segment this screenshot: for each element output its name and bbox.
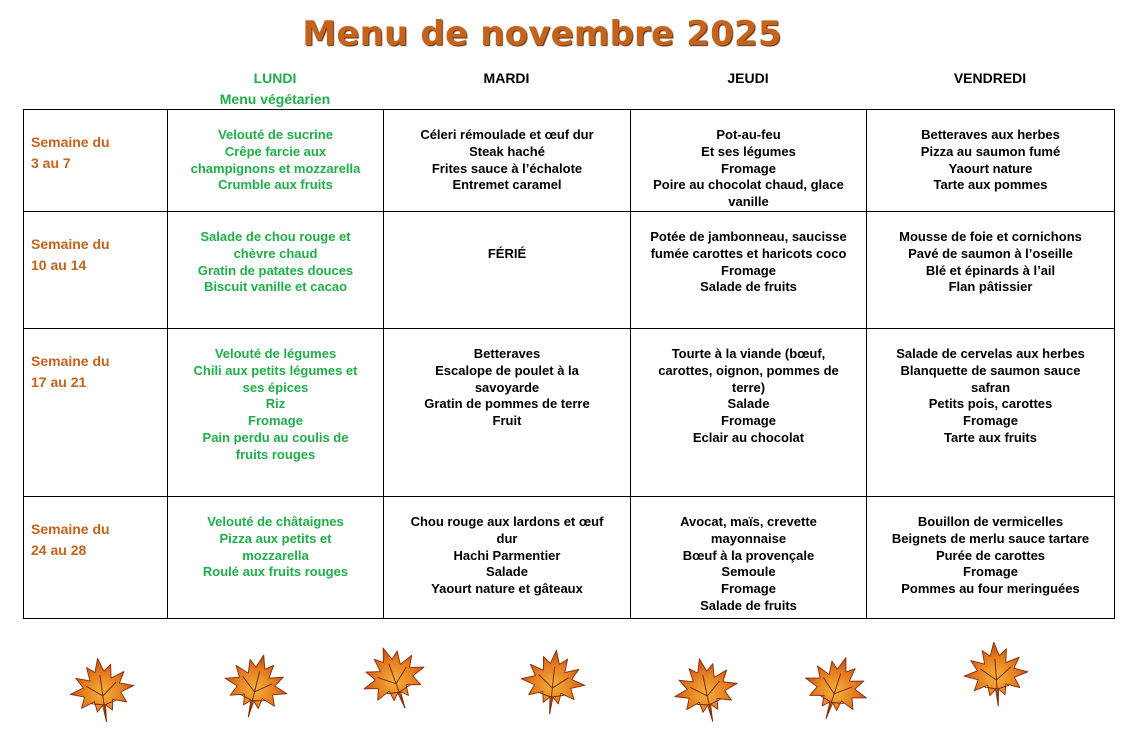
menu-item: Crumble aux fruits: [218, 177, 333, 193]
menu-item: Salade: [486, 564, 528, 580]
menu-item: Escalope de poulet à la: [435, 362, 579, 378]
week-date-range: 3 au 7: [31, 155, 71, 171]
menu-item: Velouté de sucrine: [218, 127, 333, 142]
week-label-cell: [24, 328, 168, 496]
menu-item: vanille: [728, 194, 769, 210]
menu-item: Gratin de pommes de terre: [424, 396, 590, 412]
menu-item: Et ses légumes: [701, 143, 796, 159]
menu-item: Fromage: [721, 160, 776, 176]
menu-item: Chou rouge aux lardons et œuf: [410, 513, 604, 529]
week-label-cell: [24, 496, 168, 618]
menu-item: Tarte aux fruits: [944, 429, 1037, 445]
menu-item: Beignets de merlu sauce tartare: [891, 530, 1090, 546]
menu-item: Yaourt nature: [948, 160, 1033, 176]
menu-cell-lundi: [168, 211, 384, 328]
menu-item: Fruit: [492, 413, 522, 429]
vegetarian-menu-label: Menu végétarien: [219, 91, 331, 107]
maple-leaf-icon: [511, 640, 595, 724]
menu-item: Steak haché: [469, 143, 545, 159]
page-title: Menu de novembre 2025: [302, 14, 782, 54]
menu-item: carottes, oignon, pommes de: [658, 362, 839, 378]
menu-item: Betteraves aux herbes: [921, 127, 1060, 142]
menu-item: Biscuit vanille et cacao: [203, 279, 348, 295]
menu-item: champignons et mozzarella: [190, 160, 361, 176]
menu-item: Pommes au four meringuées: [901, 581, 1080, 597]
day-header-jeudi: JEUDI: [727, 70, 769, 86]
menu-cell-vendredi: [867, 110, 1115, 212]
day-header-vendredi: VENDREDI: [953, 70, 1027, 86]
menu-item: Yaourt nature et gâteaux: [431, 581, 583, 597]
menu-item: Mousse de foie et cornichons: [899, 228, 1082, 244]
menu-item: Bouillon de vermicelles: [917, 513, 1064, 529]
day-header-mardi: MARDI: [483, 70, 530, 86]
menu-cell-lundi: [168, 328, 384, 496]
menu-item: Fromage: [721, 262, 776, 278]
week-row: [24, 110, 1115, 212]
menu-item: Entremet caramel: [452, 177, 562, 193]
menu-item: Frites sauce à l’échalote: [431, 160, 583, 176]
menu-item: Pain perdu au coulis de: [202, 429, 349, 445]
week-label: Semaine du: [31, 235, 110, 252]
menu-item: Pavé de saumon à l’oseille: [908, 245, 1073, 261]
menu-item: mayonnaise: [710, 530, 787, 546]
maple-leaf-icon: [955, 633, 1036, 714]
maple-leaf-icon: [788, 640, 884, 736]
menu-item: dur: [496, 530, 518, 546]
menu-item: Betteraves: [473, 345, 541, 361]
menu-item: Chili aux petits légumes et: [193, 362, 358, 378]
menu-item: fumée carottes et haricots coco: [650, 245, 847, 261]
menu-item: Salade de fruits: [700, 279, 797, 295]
menu-item: Tourte à la viande (bœuf,: [671, 345, 826, 361]
menu-item: Pot-au-feu: [716, 127, 781, 142]
menu-item: Fromage: [963, 564, 1018, 580]
day-header-lundi: [167, 68, 383, 110]
menu-item: ses épices: [242, 379, 309, 395]
menu-item: FÉRIÉ: [487, 245, 527, 261]
week-label-cell: [24, 110, 168, 212]
menu-item: savoyarde: [474, 379, 540, 395]
week-date-range: 10 au 14: [31, 256, 87, 273]
menu-item: Pizza aux petits et: [219, 530, 332, 546]
menu-item: Fromage: [721, 413, 776, 429]
menu-item: Semoule: [721, 564, 776, 580]
menu-item: Tarte aux pommes: [933, 177, 1048, 193]
week-row: [24, 211, 1115, 328]
menu-item: Fromage: [963, 413, 1018, 429]
menu-item: Blanquette de saumon sauce: [900, 362, 1081, 378]
menu-cell-jeudi: [631, 110, 867, 212]
menu-item: Blé et épinards à l’ail: [925, 262, 1056, 278]
menu-cell-vendredi: [867, 211, 1115, 328]
menu-cell-mardi: [384, 328, 631, 496]
menu-item: Céleri rémoulade et œuf dur: [420, 127, 594, 142]
menu-item: Purée de carottes: [935, 547, 1046, 563]
menu-item: Eclair au chocolat: [692, 429, 805, 445]
menu-item: safran: [970, 379, 1011, 395]
week-date-range: 24 au 28: [31, 541, 87, 558]
menu-table: [23, 109, 1115, 619]
menu-cell-jeudi: [631, 328, 867, 496]
menu-item: Petits pois, carottes: [928, 396, 1053, 412]
menu-item: Salade: [727, 396, 770, 412]
maple-leaf-icon: [345, 629, 442, 726]
menu-item: Gratin de patates douces: [197, 262, 354, 278]
maple-leaf-icon: [210, 640, 302, 732]
menu-item: Salade de cervelas aux herbes: [896, 345, 1085, 361]
menu-cell-vendredi: [867, 328, 1115, 496]
menu-item: Velouté de légumes: [214, 345, 337, 361]
menu-item: Fromage: [721, 581, 776, 597]
menu-cell-mardi: [384, 211, 631, 328]
menu-item: Flan pâtissier: [948, 279, 1033, 295]
week-date-range: 17 au 21: [31, 373, 87, 390]
menu-item: Potée de jambonneau, saucisse: [650, 228, 847, 244]
menu-cell-lundi: [168, 496, 384, 618]
menu-item: Bœuf à la provençale: [682, 547, 815, 563]
menu-cell-mardi: [384, 496, 631, 618]
menu-item: mozzarella: [242, 547, 309, 563]
week-row: [24, 496, 1115, 618]
menu-item: Hachi Parmentier: [453, 547, 561, 563]
menu-item: Poire au chocolat chaud, glace: [653, 177, 844, 193]
week-label: Semaine du: [31, 134, 110, 150]
week-label: Semaine du: [31, 352, 110, 369]
menu-item: fruits rouges: [235, 446, 316, 462]
menu-cell-vendredi: [867, 496, 1115, 618]
menu-cell-jeudi: [631, 211, 867, 328]
maple-leaf-icon: [59, 647, 145, 733]
menu-item: Velouté de châtaignes: [207, 513, 344, 529]
menu-item: terre): [731, 379, 766, 395]
week-label: Semaine du: [31, 520, 110, 537]
day-name-lundi: LUNDI: [253, 70, 297, 86]
menu-item: Salade de chou rouge et: [200, 228, 351, 244]
menu-item: Crêpe farcie aux: [224, 143, 327, 159]
maple-leaf-icon: [661, 645, 751, 735]
menu-cell-mardi: [384, 110, 631, 212]
menu-item: Salade de fruits: [700, 597, 797, 613]
menu-item: Roulé aux fruits rouges: [202, 564, 349, 580]
week-label-cell: [24, 211, 168, 328]
menu-item: Avocat, maïs, crevette: [680, 513, 817, 529]
menu-cell-jeudi: [631, 496, 867, 618]
week-row: [24, 328, 1115, 496]
menu-item: Pizza au saumon fumé: [920, 143, 1061, 159]
menu-cell-lundi: [168, 110, 384, 212]
menu-item: Fromage: [248, 413, 303, 429]
menu-item: chèvre chaud: [233, 245, 318, 261]
menu-item: Riz: [265, 396, 286, 412]
